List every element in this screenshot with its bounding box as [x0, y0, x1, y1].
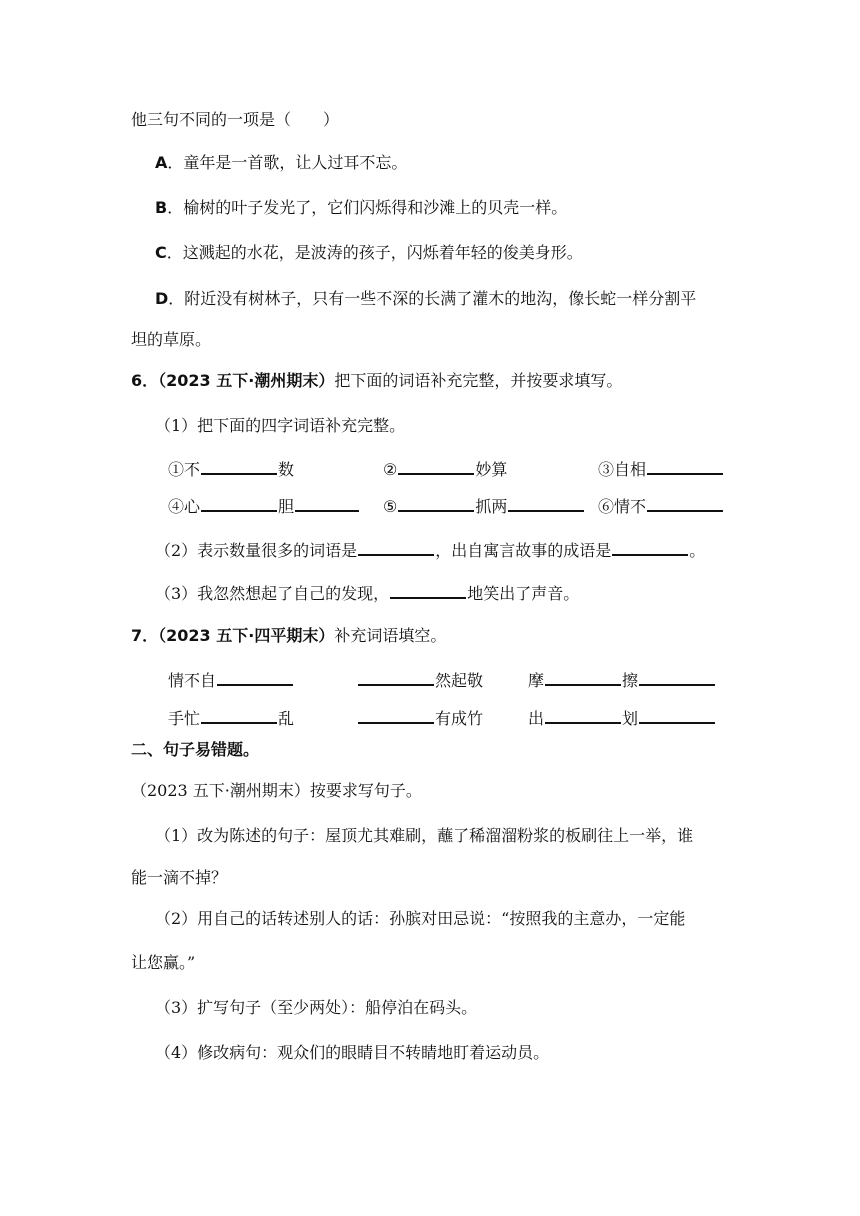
- q6-word-5: ⑤ 抓两: [383, 492, 585, 519]
- sentence-item-3: （3）扩写句子（至少两处）：船停泊在码头。: [155, 998, 478, 1017]
- fill-blank[interactable]: [639, 704, 715, 724]
- q7-word-1: 情不自: [168, 666, 294, 693]
- option-text: ．附近没有树林子，只有一些不深的长满了灌木的地沟，像长蛇一样分割平: [168, 289, 697, 308]
- q7-word-2: 然起敬: [357, 666, 483, 693]
- q6-sub2: （2）表示数量很多的词语是 ，出自寓言故事的成语是 。: [155, 536, 705, 563]
- fill-blank[interactable]: [508, 492, 584, 512]
- q7-header: [131, 624, 446, 648]
- q5-option-a: [155, 151, 407, 175]
- fill-blank[interactable]: [612, 536, 688, 556]
- fill-blank[interactable]: [545, 666, 621, 686]
- q6-sub1: （1）把下面的四字词语补充完整。: [155, 416, 406, 435]
- q6-word-2: ② 妙算: [383, 455, 507, 482]
- option-letter: C: [155, 243, 167, 262]
- sentence-item-4: （4）修改病句：观众们的眼睛目不转睛地盯着运动员。: [155, 1043, 550, 1062]
- q7-word-5: 有成竹: [357, 704, 483, 731]
- q6-word-3: ③自相: [598, 455, 724, 482]
- q6-word-4: ④心 胆: [168, 492, 360, 519]
- sentence-item-1: （1）改为陈述的句子：屋顶尤其难刷，蘸了稀溜溜粉浆的板刷往上一举，谁: [155, 826, 694, 845]
- question-title: 把下面的词语补充完整，并按要求填写。: [334, 371, 623, 390]
- fill-blank[interactable]: [647, 455, 723, 475]
- q6-header: [131, 369, 622, 393]
- fill-blank[interactable]: [217, 666, 293, 686]
- question-title: 补充词语填空。: [334, 626, 447, 645]
- q6-word-1: ①不 数: [168, 455, 294, 482]
- option-letter: D: [155, 289, 169, 308]
- fill-blank[interactable]: [639, 666, 715, 686]
- question-source: ．（2023 五下·四平期末）: [142, 626, 335, 645]
- sentence-item-2-continued: 让您赢。”: [131, 953, 196, 972]
- q6-sub3: （3）我忽然想起了自己的发现， 地笑出了声音。: [155, 579, 579, 606]
- fill-blank[interactable]: [295, 492, 359, 512]
- fill-blank[interactable]: [201, 704, 277, 724]
- section-heading: 二、句子易错题。: [131, 740, 260, 759]
- fill-blank[interactable]: [647, 492, 723, 512]
- fill-blank[interactable]: [358, 704, 434, 724]
- option-text: ．童年是一首歌，让人过耳不忘。: [167, 153, 408, 172]
- question-number: 6: [131, 371, 143, 390]
- section-source: （2023 五下·潮州期末）按要求写句子。: [131, 781, 422, 800]
- q5-option-d: [155, 287, 696, 311]
- sentence-item-2: （2）用自己的话转述别人的话：孙膑对田忌说：“按照我的主意办，一定能: [155, 909, 686, 928]
- option-text: ．这溅起的水花，是波涛的孩子，闪烁着年轻的俊美身形。: [166, 243, 583, 262]
- fill-blank[interactable]: [201, 492, 277, 512]
- q5-option-c: [155, 241, 583, 265]
- fill-blank[interactable]: [398, 455, 474, 475]
- q6-word-6: ⑥情不: [598, 492, 724, 519]
- sentence-item-1-continued: 能一滴不掉？: [131, 868, 228, 887]
- option-letter: B: [155, 198, 168, 217]
- fill-blank[interactable]: [398, 492, 474, 512]
- q7-word-4: 手忙 乱: [168, 704, 294, 731]
- fill-blank[interactable]: [545, 704, 621, 724]
- q5-option-d-continued: 坦的草原。: [131, 330, 212, 349]
- option-text: ．榆树的叶子发光了，它们闪烁得和沙滩上的贝壳一样。: [167, 198, 568, 217]
- q5-option-b: [155, 196, 567, 220]
- q7-word-6: 出 划: [528, 704, 716, 731]
- question-source: ．（2023 五下·潮州期末）: [142, 371, 335, 390]
- q7-word-3: 摩 擦: [528, 666, 716, 693]
- option-letter: A: [155, 153, 168, 172]
- fill-blank[interactable]: [358, 536, 434, 556]
- fill-blank[interactable]: [358, 666, 434, 686]
- fill-blank[interactable]: [201, 455, 277, 475]
- fill-blank[interactable]: [390, 579, 466, 599]
- q5-stem-tail: 他三句不同的一项是（ ）: [131, 110, 340, 129]
- question-number: 7: [131, 626, 143, 645]
